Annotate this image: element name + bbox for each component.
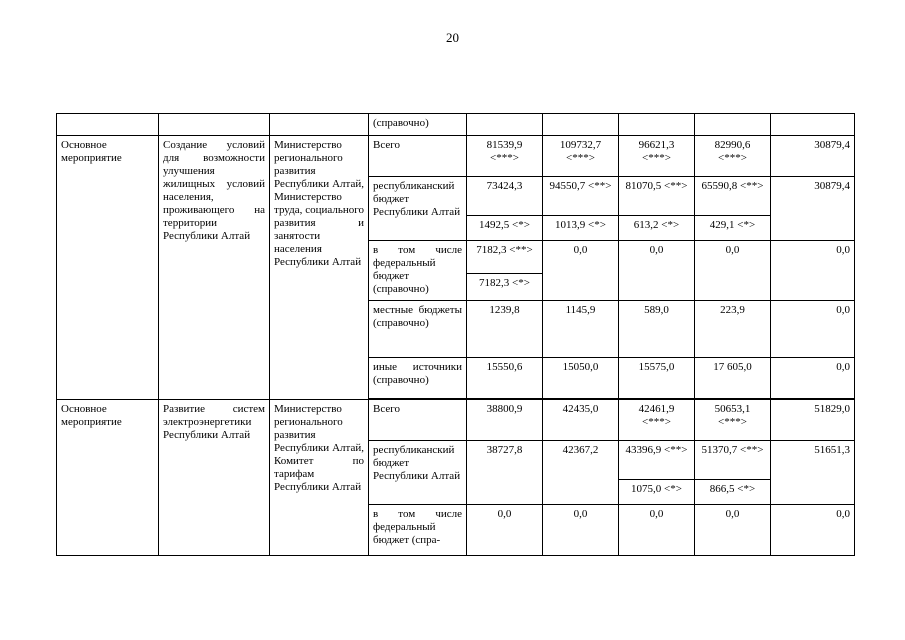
cell-value: 15550,6	[467, 358, 543, 399]
cell-source: местные бюджеты (справочно)	[369, 301, 467, 358]
cell-source: республиканский бюджет Республики Алтай	[369, 441, 467, 505]
cell-value: 0,0	[695, 505, 771, 556]
cell-source: в том числе федеральный бюджет (справочно)	[369, 241, 467, 301]
cell-value: 0,0	[543, 241, 619, 301]
cell-value: 1239,8	[467, 301, 543, 358]
cell-value: 51829,0	[771, 400, 855, 441]
cell-value: 30879,4	[771, 136, 855, 177]
cell-value: 94550,7 <**>	[543, 177, 619, 216]
cell-value: 429,1 <*>	[695, 216, 771, 241]
cell-source: Всего	[369, 400, 467, 441]
cell-value: 589,0	[619, 301, 695, 358]
cell-value: 51370,7 <**>	[695, 441, 771, 480]
cell-source: в том числе федеральный бюджет (спра-	[369, 505, 467, 556]
cell-value: 7182,3 <*>	[467, 274, 543, 301]
cell-value: 42461,9 <***>	[619, 400, 695, 441]
cell-value: 1492,5 <*>	[467, 216, 543, 241]
cell-value: 109732,7 <***>	[543, 136, 619, 177]
table-row	[57, 114, 855, 136]
cell-value: 43396,9 <**>	[619, 441, 695, 480]
cell-value: 0,0	[771, 358, 855, 399]
cell-value: 38727,8	[467, 441, 543, 505]
table-row	[57, 136, 855, 177]
cell-executor: Министерство регионального развития Республики Алтай, Комитет по тарифам Республики Алтай	[270, 400, 369, 556]
cell-value: 0,0	[619, 241, 695, 301]
cell-empty	[695, 114, 771, 136]
cell-value: 7182,3 <**>	[467, 241, 543, 274]
cell-empty	[771, 114, 855, 136]
cell-value: 82990,6 <***>	[695, 136, 771, 177]
cell-value: 1013,9 <*>	[543, 216, 619, 241]
cell-value: 0,0	[771, 301, 855, 358]
cell-value: 51651,3	[771, 441, 855, 505]
cell-empty	[467, 114, 543, 136]
cell-executor: Министерство регионального развития Республики Алтай, Министерство труда, социального развития и занятости населения Республики Алтай	[270, 136, 369, 400]
cell-source: иные источники (справочно)	[369, 358, 467, 399]
cell-value: 15575,0	[619, 358, 695, 399]
cell-value: 81070,5 <**>	[619, 177, 695, 216]
cell-empty	[543, 114, 619, 136]
cell-value: 15050,0	[543, 358, 619, 399]
cell-source: Всего	[369, 136, 467, 177]
cell-activity-name: Развитие систем электроэнергетики Республики Алтай	[159, 400, 270, 556]
cell-value: 42367,2	[543, 441, 619, 505]
cell-value: 96621,3 <***>	[619, 136, 695, 177]
table-row	[57, 400, 855, 441]
page-number: 20	[446, 30, 459, 45]
cell-value: 0,0	[771, 241, 855, 301]
cell-empty	[619, 114, 695, 136]
cell-value: 17 605,0	[695, 358, 771, 399]
cell-value: 0,0	[467, 505, 543, 556]
cell-value: 81539,9 <***>	[467, 136, 543, 177]
cell-value: 42435,0	[543, 400, 619, 441]
cell-value: 1145,9	[543, 301, 619, 358]
cell-empty	[270, 114, 369, 136]
cell-value: 30879,4	[771, 177, 855, 241]
cell-activity-type: Основное мероприятие	[57, 136, 159, 400]
cell-activity-name: Создание условий для возможности улучшения жилищных условий населения, проживающего на территории Республики Алтай	[159, 136, 270, 400]
cell-value: 0,0	[619, 505, 695, 556]
cell-value: 50653,1 <***>	[695, 400, 771, 441]
cell-value: 613,2 <*>	[619, 216, 695, 241]
cell-value: 73424,3	[467, 177, 543, 216]
cell-value: 0,0	[771, 505, 855, 556]
cell-value: 38800,9	[467, 400, 543, 441]
cell-value: 65590,8 <**>	[695, 177, 771, 216]
cell-activity-type: Основное мероприятие	[57, 400, 159, 556]
cell-value: 0,0	[543, 505, 619, 556]
cell-empty	[159, 114, 270, 136]
cell-value: 1075,0 <*>	[619, 480, 695, 505]
cell-value: 0,0	[695, 241, 771, 301]
cell-source: республиканский бюджет Республики Алтай	[369, 177, 467, 241]
cell-value: 866,5 <*>	[695, 480, 771, 505]
cell-value: 223,9	[695, 301, 771, 358]
cell-source: (справочно)	[369, 114, 467, 136]
budget-table	[56, 113, 855, 556]
cell-empty	[57, 114, 159, 136]
